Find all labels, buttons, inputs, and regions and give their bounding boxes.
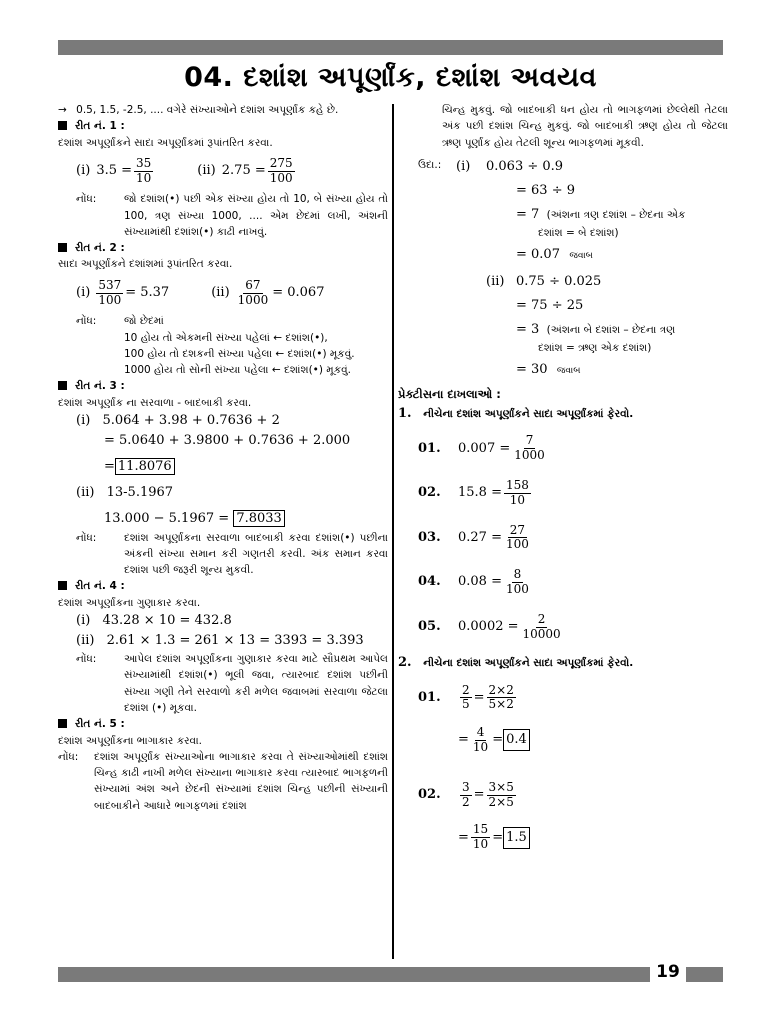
bullet-square-icon: [58, 719, 67, 728]
answer-box: 1.5: [503, 827, 530, 849]
example-i-step: = 7 (અંશના ત્રણ દશાંશ – છેદના એક: [516, 207, 686, 223]
bullet-square-icon: [58, 581, 67, 590]
bullet-square-icon: [58, 121, 67, 130]
fraction: $\frac{537}{100}$: [98, 277, 122, 307]
fraction: $\frac{7}{1000}$: [514, 433, 545, 463]
rule3-ex-i-step: = 5.0640 + 3.9800 + 0.7636 + 2.000: [104, 433, 351, 449]
rule5-note: નોંધ: દશાંશ અપૂર્ણાંક સંખ્યાઓના ભાગાકાર કરવા તે સંખ્યાઓમાંથી દશાંશ ચિન્હ કાઢી નાખી મળેલ સંખ્યાના ભાગાકાર કરવા ત્યારબાદ ભાગફળની સંખ્યામાં અંશ અને છેદની સંખ્યામાં દશાંશ ચિન્હ પછીની સંખ્યાની બાદબાકીને આધારે ભાગફળમાં દશાંશ: [58, 750, 388, 812]
practice-item: [418, 434, 728, 463]
example-ii-step: = 75 ÷ 25: [516, 297, 584, 313]
example-ii: (ii) 0.75 ÷ 0.025: [486, 273, 602, 289]
page-title: 04. દશાંશ અપૂર્ણાંક, દશાંશ અવયવ: [184, 62, 597, 93]
practice-item: [418, 479, 728, 508]
fraction: $\frac{67}{1000}$: [237, 277, 269, 307]
practice-item: [418, 781, 728, 810]
column-divider: [392, 104, 394, 959]
item-number: 05.: [418, 619, 441, 634]
example-ii-answer: = 30 જવાબ: [516, 362, 581, 378]
practice-item: [418, 524, 728, 553]
rule5-heading: રીત નં. 5 :: [58, 716, 388, 732]
rule4-desc: દશાંશ અપૂર્ણાંકના ગુણાકાર કરવા.: [58, 596, 201, 609]
equals-sign: =: [458, 829, 469, 845]
practice-heading: પ્રેક્ટીસના દાખલાઓ :: [398, 387, 501, 402]
item-number: 03.: [418, 529, 441, 545]
right-column: [398, 102, 728, 852]
practice-item: [418, 568, 728, 597]
rule2-examples: (i) $\frac{537}{100}$ = 5.37 (ii) $\frac{67}{1000}$ = 0.067: [76, 277, 325, 307]
rule1-examples: (i) 3.5 = $\frac{35}{10}$ (ii) 2.75 = $\frac{275}{100}$: [76, 155, 293, 185]
intro-text: 0.5, 1.5, -2.5, .... વગેરે સંખ્યાઓને દશાંશ અપૂર્ણાંક કહે છે.: [76, 104, 339, 116]
item-number: 02.: [418, 786, 441, 802]
rule3-note: નોંધ: દશાંશ અપૂર્ણાંકના સરવાળા બાદબાકી કરવા દશાંશ(•) પછીના અંકની સંખ્યા સમાન કરી ગણતરી કરવી. અંક સમાન કરવા દશાંશ પછી જરૂરી શૂન્ય મુકવી.: [76, 531, 388, 577]
rule3-ex-i-answer: = 11.8076: [58, 457, 388, 477]
rule4-ex-i: (i) 43.28 × 10 = 432.8: [76, 612, 232, 628]
rule2-note-line: 100 હોય તો દશકની સંખ્યા પહેલા ← દશાંશ(•) મૂકવું.: [124, 347, 355, 360]
fraction: $\frac{158}{10}$: [505, 478, 529, 507]
equals-sign: =: [473, 786, 485, 802]
bullet-square-icon: [58, 243, 67, 252]
page-number: 19: [656, 962, 680, 982]
question-2: 2. નીચેના દશાંશ અપૂર્ણાંકને સાદા અપૂર્ણાંકમાં ફેરવો.: [398, 655, 634, 671]
rule3-ex-ii-answer: 13.000 − 5.1967 = 7.8033: [58, 509, 388, 529]
rule4-note: નોંધ: આપેલ દશાંશ અપૂર્ણાંકના ગુણાકાર કરવા માટે સૌપ્રથમ આપેલ સંખ્યામાંથી દશાંશ(•) ભૂલી જવા, ત્યારબાદ દશાંશ પછીની સંખ્યા ગણી તેને સરવાળો કરી મળેલ જવાબમાં સરવાળા જેટલા દશાંશ (•) મૂકવા.: [76, 653, 388, 715]
rule2-note: નોંધ: જો છેદમાં: [76, 315, 164, 328]
item-expression: 0.27 =: [458, 529, 502, 545]
arrow-icon: →: [58, 104, 67, 116]
item-number: 01.: [418, 440, 441, 456]
item-expression: 0.08 =: [458, 574, 502, 590]
fraction: $\frac{275}{100}$: [269, 155, 293, 185]
left-column: [58, 102, 388, 814]
fraction: $\frac{15}{10}$: [472, 822, 489, 852]
answer-box: 11.8076: [115, 458, 175, 475]
example-ii-note: દશાંશ = ઋણ એક દશાંશ): [538, 342, 652, 355]
question-1: 1. નીચેના દશાંશ અપૂર્ણાંકને સાદા અપૂર્ણાંકમાં ફેરવો.: [398, 406, 634, 422]
rule5-note-continued: ચિન્હ મુકવું. જો બાદબાકી ધન હોય તો ભાગફળમાં છેલ્લેથી તેટલા અંક પછી દશાંશ ચિન્હ મુકવું. જો બાદબાકી ઋણ હોય તો જેટલા ઋણ પૂર્ણાંક હોય તેટલી શૂન્ય ભાગફળમાં મૂકવી.: [442, 104, 728, 149]
answer-box: 7.8033: [233, 510, 285, 527]
practice-item: [418, 613, 728, 642]
practice-item-answer: [458, 823, 728, 852]
rule3-ex-ii: (ii) 13-5.1967: [76, 485, 174, 501]
bottom-decorative-bar: [686, 967, 723, 982]
item-expression: 0.007 =: [458, 440, 511, 456]
equals-sign: =: [473, 689, 485, 705]
fraction: $\frac{4}{10}$: [472, 725, 489, 754]
answer-box: 0.4: [503, 729, 530, 751]
question-2-list: [398, 684, 728, 852]
rule5-desc: દશાંશ અપૂર્ણાંકના ભાગાકાર કરવા.: [58, 734, 202, 747]
rule4-heading: રીત નં. 4 :: [58, 578, 388, 594]
rule2-note-line: 10 હોય તો એકમની સંખ્યા પહેલાં ← દશાંશ(•),: [124, 331, 328, 344]
example-i-note: દશાંશ = બે દશાંશ): [538, 227, 619, 240]
question-1-list: [398, 434, 728, 641]
item-expression: 0.0002 =: [458, 619, 519, 634]
item-number: 04.: [418, 574, 441, 590]
rule3-desc: દશાંશ અપૂર્ણાંક ના સરવાળા - બાદબાકી કરવા.: [58, 396, 252, 409]
item-number: 01.: [418, 689, 441, 705]
example-i-step: = 63 ÷ 9: [516, 182, 575, 198]
equals-sign: =: [458, 732, 469, 748]
rule1-heading: રીત નં. 1 :: [58, 118, 388, 134]
example-ii-step: = 3 (અંશના બે દશાંશ – છેદના ત્રણ: [516, 321, 676, 337]
example-i-answer: = 0.07 જવાબ: [516, 247, 593, 263]
fraction: $\frac{2\times 2}{5\times 2}$: [488, 682, 514, 712]
item-number: 02.: [418, 485, 441, 501]
top-decorative-bar: [58, 40, 723, 55]
rule3-ex-i: (i) 5.064 + 3.98 + 0.7636 + 2: [76, 412, 280, 428]
rule4-ex-ii: (ii) 2.61 × 1.3 = 261 × 13 = 3393 = 3.393: [76, 633, 364, 649]
fraction: $\frac{3\times 5}{2\times 5}$: [488, 779, 514, 809]
fraction: $\frac{27}{100}$: [505, 522, 529, 552]
bottom-decorative-bar: [58, 967, 650, 982]
practice-item: [418, 684, 728, 713]
fraction: $\frac{3}{2}$: [462, 779, 470, 809]
rule3-heading: રીત નં. 3 :: [58, 378, 388, 394]
fraction: $\frac{2}{10000}$: [522, 611, 561, 641]
equals-sign: =: [492, 732, 504, 748]
practice-item-answer: [458, 726, 728, 755]
example-i: ઉદા.: (i) 0.063 ÷ 0.9: [418, 158, 564, 174]
fraction: $\frac{8}{100}$: [505, 567, 529, 596]
rule1-note: નોંધ: જો દશાંશ(•) પછી એક સંખ્યા હોય તો 10, બે સંખ્યા હોય તો 100, ત્રણ સંખ્યા 1000, .... એમ છેદમાં લખી, અંશની સંખ્યામાંથી દશાંશ(•) કાઢી નાખવું.: [76, 193, 388, 238]
rule2-note-line: 1000 હોય તો સોની સંખ્યા પહેલા ← દશાંશ(•) મૂકવું.: [124, 364, 352, 377]
item-expression: 15.8 =: [458, 485, 502, 501]
fraction: $\frac{2}{5}$: [462, 682, 470, 712]
equals-sign: =: [492, 829, 504, 845]
fraction: $\frac{35}{10}$: [136, 155, 152, 185]
intro-line: [58, 102, 388, 118]
rule1-desc: દશાંશ અપૂર્ણાંકને સાદા અપૂર્ણાંકમાં રૂપાંતરિત કરવા.: [58, 136, 273, 149]
bullet-square-icon: [58, 381, 67, 390]
rule2-desc: સાદા અપૂર્ણાંકને દશાંશમાં રૂપાંતરિત કરવા.: [58, 258, 233, 271]
rule2-heading: રીત નં. 2 :: [58, 240, 388, 256]
